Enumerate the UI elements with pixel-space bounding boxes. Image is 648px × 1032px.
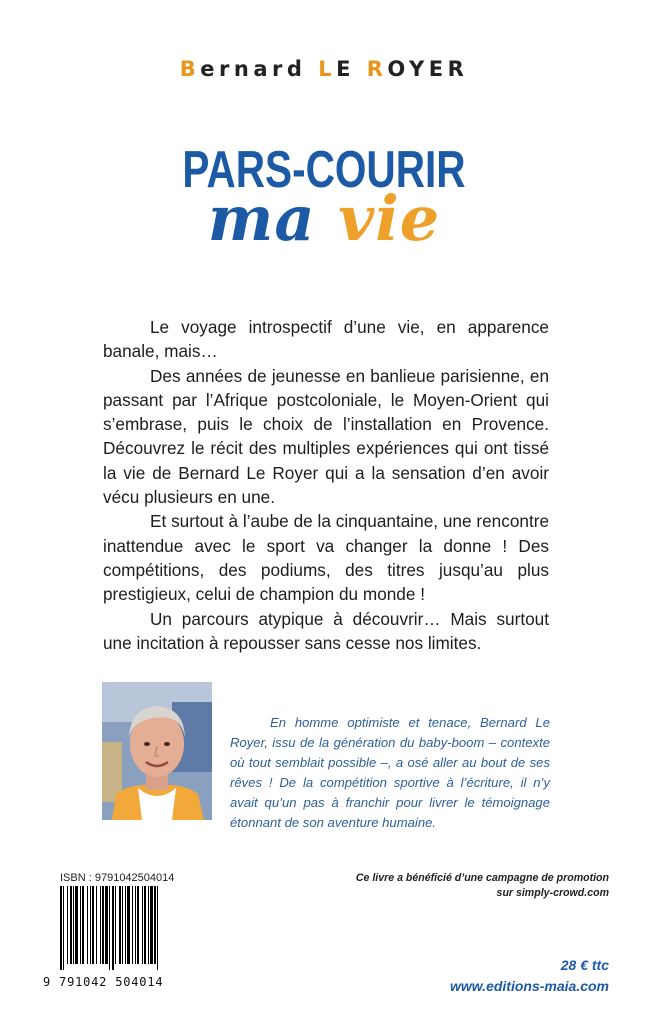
promo-line-2: sur simply-crowd.com: [496, 887, 609, 899]
book-title: PARS-COURIR: [182, 141, 466, 199]
subtitle-word-ma: ma: [207, 182, 316, 255]
paragraph: Et surtout à l’aube de la cinquantaine, une rencontre inattendue avec le sport va changer la donne ! Des compétitions, des podiums, des titres jusqu’au plus prestigieux, celui de champion du monde !: [103, 511, 549, 605]
barcode: [58, 886, 186, 970]
isbn-label: ISBN : 9791042504014: [60, 872, 175, 884]
subtitle-word-vie: vie: [338, 182, 441, 255]
paragraph: Le voyage introspectif d’une vie, en apparence banale, mais…: [103, 317, 549, 362]
author-bio: En homme optimiste et tenace, Bernard Le Royer, issu de la génération du baby-boom – contexte où tout semblait possible –, a osé aller au bout de ses rêves ! De la compétition sportive à l’écriture, il n’y avait qu’un pas à franchir pour livrer le témoignage étonnant de son aventure humaine.: [230, 715, 550, 831]
price: 28 € ttc: [560, 957, 609, 973]
publisher-website: www.editions-maia.com: [450, 978, 609, 994]
author-first-rest: ernard: [200, 57, 307, 81]
author-name: Bernard LE ROYER: [179, 57, 469, 81]
author-photo: [102, 682, 212, 820]
promo-note: [329, 871, 609, 901]
book-subtitle: [0, 182, 648, 255]
paragraph: Un parcours atypique à découvrir… Mais surtout une incitation à repousser sans cesse nos limites.: [103, 608, 549, 653]
back-cover-text: [103, 315, 549, 655]
promo-line-1: Ce livre a bénéficié d’une campagne de promotion: [355, 872, 609, 884]
barcode-digits: 9 791042 504014: [43, 975, 164, 989]
paragraph: Des années de jeunesse en banlieue parisienne, en passant par l’Afrique postcoloniale, le Moyen-Orient qui s’embrase, puis le choix de l’installation en Provence. Découvrez le récit des multiples expériences qui ont tissé la vie de Bernard Le Royer qui a la sensation d’en avoir vécu plusieurs en une.: [103, 365, 549, 508]
